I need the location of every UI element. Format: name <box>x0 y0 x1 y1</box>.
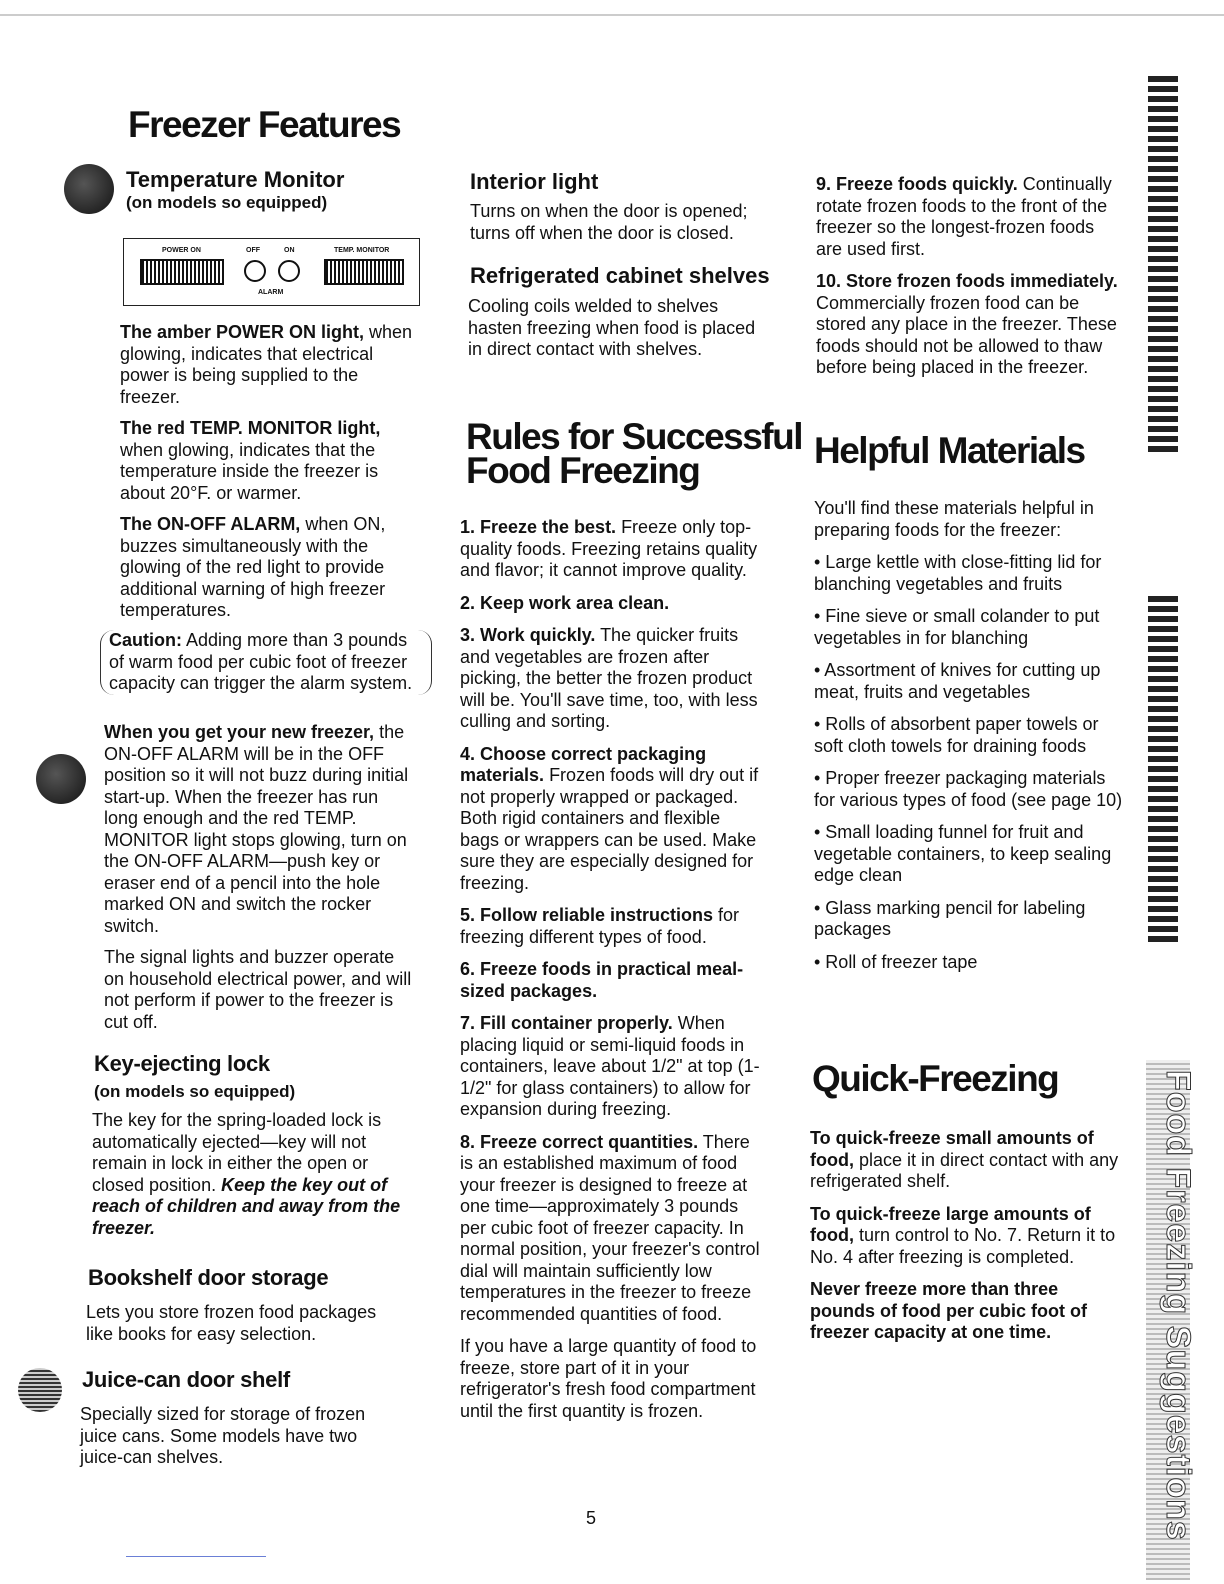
rule-item: 8. Freeze correct quantities. There is an established maximum of food your freezer is designed to freeze at one time—approximately 3 pounds per cubic foot of freezer capacity. In normal position, your freezer's control dial will maintain sufficiently low temperatures in the freezer to freeze recommended quantities of food. <box>460 1131 760 1324</box>
rule-item: If you have a large quantity of food to freeze, store part of it in your refrigerator's fresh food compartment until the first quantity is frozen. <box>460 1336 757 1421</box>
off-label: OFF <box>246 247 260 254</box>
list-item: • Proper freezer packaging materials for various types of food (see page 10) <box>814 768 1123 810</box>
list-item: • Assortment of knives for cutting up meat, fruits and vegetables <box>814 660 1101 702</box>
shelves-text: Cooling coils welded to shelves hasten freezing when food is placed in direct contact with shelves. <box>468 296 756 359</box>
temp-monitor-label: TEMP. MONITOR <box>334 247 390 254</box>
quick-freezing-text <box>810 1128 1122 1355</box>
list-item: • Rolls of absorbent paper towels or soft cloth towels for draining foods <box>814 714 1099 756</box>
rule-item: 9. Freeze foods quickly. Continually rotate frozen foods to the front of the freezer so the longest-frozen foods are used first. <box>816 174 1112 259</box>
juice-text: Specially sized for storage of frozen juice cans. Some models have two juice-can shelves. <box>80 1404 366 1467</box>
rule-item: 4. Choose correct packaging materials. Frozen foods will dry out if not properly wrapped or packaged. Both rigid containers and flexible bags or wrappers can be used. Make sure they are especially designed for freezing. <box>460 743 759 893</box>
power-on-label: POWER ON <box>162 247 201 254</box>
list-item: • Small loading funnel for fruit and vegetable containers, to keep sealing edge clean <box>814 822 1112 885</box>
alarm-label: ALARM <box>258 289 284 296</box>
power-on-light <box>140 259 224 285</box>
list-item: • Large kettle with close-fitting lid for blanching vegetables and fruits <box>814 552 1102 594</box>
caution-note: Caution: Adding more than 3 pounds of warm food per cubic foot of freezer capacity can trigger the alarm system. <box>100 630 432 695</box>
top-scan-line <box>0 14 1224 16</box>
rule-item: 10. Store frozen foods immediately. Commercially frozen food can be stored any place in the freezer. These foods should not be allowed to thaw before being placed in the freezer. <box>816 271 1118 377</box>
bullet-dot <box>18 1368 62 1412</box>
alarm-on-button <box>278 260 300 282</box>
alarm-paragraph: The ON-OFF ALARM, when ON, buzzes simultaneously with the glowing of the red light to provide additional warning of high freezer temperatures. <box>120 514 386 620</box>
rule-item: 7. Fill container properly. When placing liquid or semi-liquid foods in containers, leave about 1/2" at top (1-1/2" for glass containers) to allow for expansion during freezing. <box>460 1013 760 1119</box>
key-lock-text: The key for the spring-loaded lock is automatically ejected—key will not remain in lock in either the open or closed position. Keep the key out of reach of children and away from the freezer. <box>92 1110 401 1238</box>
bookshelf-text: Lets you store frozen food packages like books for easy selection. <box>86 1302 377 1344</box>
temp-monitor-sub: (on models so equipped) <box>126 193 328 212</box>
sidebar-marks-mid <box>1148 596 1178 946</box>
signal-power-paragraph: The signal lights and buzzer operate on household electrical power, and will not perform if power to the freezer is cut off. <box>104 947 412 1032</box>
rule-item: 2. Keep work area clean. <box>460 592 670 613</box>
key-lock-heading: Key-ejecting lock <box>94 1051 270 1076</box>
helpful-intro: You'll find these materials helpful in preparing foods for the freezer: <box>814 498 1094 540</box>
bullet-dot <box>36 754 86 804</box>
quick-large-paragraph: To quick-freeze large amounts of food, turn control to No. 7. Return it to No. 4 after freezing is completed. <box>810 1203 1116 1267</box>
rule-item: 1. Freeze the best. Freeze only top-quality foods. Freezing retains quality and flavor; it cannot improve quality. <box>460 517 758 580</box>
bottom-link-line <box>126 1556 266 1557</box>
interior-light-text: Turns on when the door is opened; turns off when the door is closed. <box>470 201 748 243</box>
key-lock-sub: (on models so equipped) <box>94 1082 296 1101</box>
juice-heading: Juice-can door shelf <box>82 1367 290 1392</box>
new-freezer-paragraph: When you get your new freezer, the ON-OFF ALARM will be in the OFF position so it will not buzz during initial start-up. When the freezer has run long enough and the red TEMP. MONITOR light stops glowing, turn on the ON-OFF ALARM—push key or eraser end of a pencil into the hole marked ON and switch the rocker switch. <box>104 722 409 936</box>
power-light-paragraph: The amber POWER ON light, when glowing, indicates that electrical power is being supplied to the freezer. <box>120 322 413 407</box>
quick-warning-paragraph: Never freeze more than three pounds of food per cubic foot of freezer capacity at one time. <box>810 1279 1087 1342</box>
interior-light-heading: Interior light <box>470 169 599 194</box>
rules-list-continued <box>816 174 1120 390</box>
freezer-features-title: Freezer Features <box>128 104 401 145</box>
rule-item: 6. Freeze foods in practical meal-sized packages. <box>460 959 744 1001</box>
side-tab-label: Food Freezing Suggestions <box>1159 1070 1197 1541</box>
temp-monitor-text <box>120 322 420 632</box>
helpful-list <box>814 498 1124 984</box>
temp-monitor-light <box>324 259 404 285</box>
list-item: • Fine sieve or small colander to put vegetables in for blanching <box>814 606 1100 648</box>
quick-freezing-title: Quick-Freezing <box>812 1058 1059 1099</box>
rule-item: 3. Work quickly. The quicker fruits and vegetables are frozen after picking, the better the frozen product will be. You'll save time, too, with less culling and sorting. <box>460 625 758 731</box>
sidebar-marks-top <box>1148 76 1178 456</box>
list-item: • Glass marking pencil for labeling packages <box>814 897 1086 939</box>
alarm-off-button <box>244 260 266 282</box>
temp-light-paragraph: The red TEMP. MONITOR light, when glowing, indicates that the temperature inside the freezer is about 20°F. or warmer. <box>120 418 381 503</box>
bookshelf-heading: Bookshelf door storage <box>88 1265 329 1290</box>
helpful-title: Helpful Materials <box>814 430 1085 471</box>
temp-monitor-heading: Temperature Monitor <box>126 167 345 192</box>
rules-list <box>460 517 764 1433</box>
bullet-dot <box>64 164 114 214</box>
rules-title-line1: Rules for Successful <box>466 416 803 457</box>
new-freezer-text <box>104 722 412 1043</box>
page-number: 5 <box>586 1508 597 1528</box>
shelves-heading: Refrigerated cabinet shelves <box>470 263 770 288</box>
control-panel-illustration <box>123 238 420 306</box>
list-item: • Roll of freezer tape <box>814 951 978 972</box>
rules-title-line2: Food Freezing <box>466 450 700 491</box>
quick-small-paragraph: To quick-freeze small amounts of food, place it in direct contact with any refrigerated shelf. <box>810 1128 1119 1191</box>
on-label: ON <box>284 247 295 254</box>
rule-item: 5. Follow reliable instructions for freezing different types of food. <box>460 905 740 947</box>
